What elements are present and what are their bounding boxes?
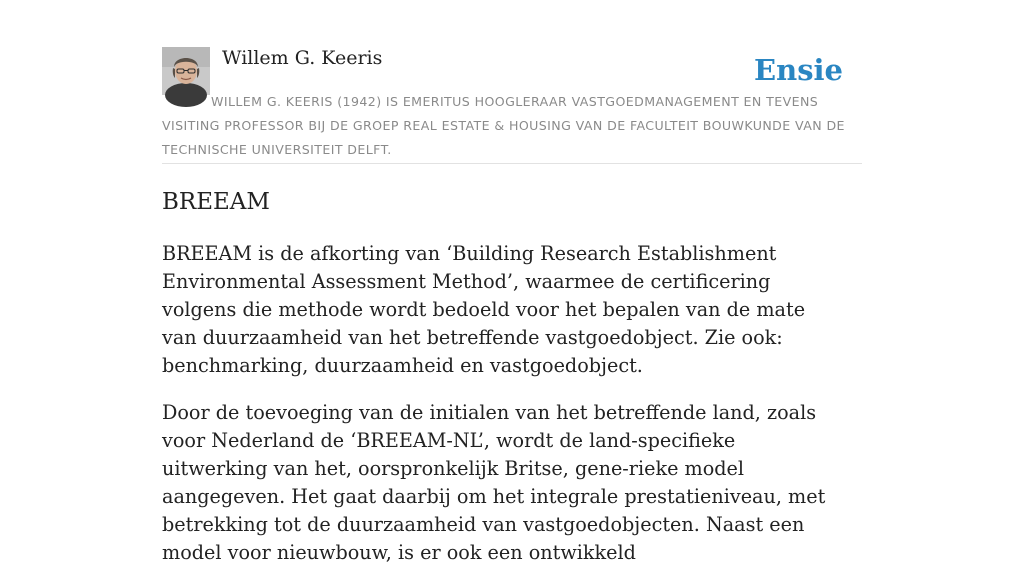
author-bio: WILLEM G. KEERIS (1942) IS EMERITUS HOOGLERAAR VASTGOEDMANAGEMENT EN TEVENS VISITING PROFESSOR BIJ DE GROEP REAL ESTATE & HOUSING VAN DE FACULTEIT BOUWKUNDE VAN DE TECHNISCHE UNIVERSITEIT DELFT. <box>162 94 845 157</box>
entry-paragraph-2: Door de toevoeging van de initialen van het betreffende land, zoals voor Nederland de ‘BREEAM-NL’, wordt de land-specifieke uitwerking van het, oorspronkelijk Britse, gene-rieke model aangegeven. Het gaat daarbij om het integrale prestatieniveau, met betrekking tot de duurzaamheid van vastgoedobjecten. Naast een model voor nieuwbouw, is er ook een ontwikkeld <box>162 401 826 564</box>
entry-paragraph-1: BREEAM is de afkorting van ‘Building Research Establishment Environmental Assessment Method’, waarmee de certificering volgens die methode wordt bedoeld voor het bepalen van de mate van duurzaamheid van het betreffende vastgoedobject. Zie ook: benchmarking, duurzaamheid en vastgoedobject. <box>162 242 806 377</box>
author-avatar[interactable] <box>162 47 210 95</box>
entry-content <box>162 184 862 567</box>
author-header <box>162 46 862 164</box>
entry-title: BREEAM <box>162 189 270 215</box>
ensie-logo-link[interactable]: Ensie <box>754 53 843 87</box>
avatar-portrait-image <box>162 47 210 95</box>
author-name[interactable]: Willem G. Keeris <box>222 47 383 69</box>
